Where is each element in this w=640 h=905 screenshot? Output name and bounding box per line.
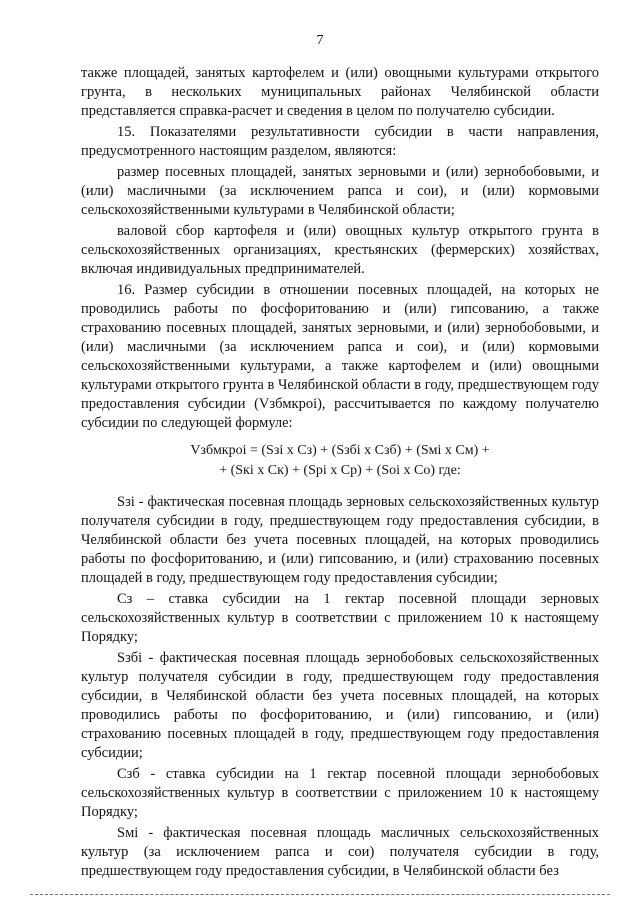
definition: Cзб - ставка субсидии на 1 гектар посевной площади зернобобовых сельскохозяйственных культур в соответствии с приложением 10 к настоящему Порядку; <box>81 766 599 820</box>
formula-line-2: + (Sкi x Cк) + (Spi x Cp) + (Soi x Co) где: <box>219 463 461 478</box>
definition: Cз – ставка субсидии на 1 гектар посевной площади зерновых сельскохозяйственных культур в соответствии с приложением 10 к настоящему Порядку; <box>81 591 599 645</box>
page-number: 7 <box>316 33 324 48</box>
document-body <box>81 64 599 883</box>
paragraph: также площадей, занятых картофелем и (или) овощными культурами открытого грунта, в нескольких муниципальных районах Челябинской области представляется справка-расчет и сведения в целом по получателю субсидии. <box>81 65 599 119</box>
definition: Sзбi - фактическая посевная площадь зернобобовых сельскохозяйственных культур получателя субсидии в году, предшествующем году предоставления субсидии, в Челябинской области без учета посевных площадей, на которых проводились работы по фосфоритованию, и (или) гипсованию, и (или) страхованию посевных площадей в году, предшествующем году предоставления субсидии; <box>81 650 599 761</box>
paragraph: 16. Размер субсидии в отношении посевных площадей, на которых не проводились работы по фосфоритованию и (или) гипсованию, а также страхованию посевных площадей, занятых зерновыми, и (или) зернобобовыми, и (или) масличными (за исключением рапса и сои), и (или) кормовыми сельскохозяйственными культурами, а также картофелем и (или) овощными культурами открытого грунта в Челябинской области в году, предшествующем году предоставления субсидии (Vзбмкроi), рассчитывается по каждому получателю субсидии по следующей формуле: <box>81 282 599 431</box>
definition: Sмi - фактическая посевная площадь масличных сельскохозяйственных культур (за исключением рапса и сои) получателя субсидии в году, предшествующем году предоставления субсидии, в Челябинской области без <box>81 825 599 879</box>
formula-line-1: Vзбмкроi = (Sзi x Cз) + (Sзбi x Cзб) + (Sмi x Cм) + <box>190 443 490 458</box>
formula <box>81 441 599 481</box>
paragraph: 15. Показателями результативности субсидии в части направления, предусмотренного настоящим разделом, являются: <box>81 124 599 159</box>
page-edge-divider <box>30 894 610 895</box>
paragraph: валовой сбор картофеля и (или) овощных культур открытого грунта в сельскохозяйственных организациях, крестьянских (фермерских) хозяйствах, включая индивидуальных предпринимателей. <box>81 223 599 277</box>
paragraph: размер посевных площадей, занятых зерновыми и (или) зернобобовыми, и (или) масличными (за исключением рапса и сои), и (или) кормовыми сельскохозяйственными культурами в Челябинской области; <box>81 164 599 218</box>
definition: Sзi - фактическая посевная площадь зерновых сельскохозяйственных культур получателя субсидии в году, предшествующем году предоставления субсидии, в Челябинской области без учета посевных площадей, на которых проводились работы по фосфоритованию, и (или) гипсованию, и (или) страхованию посевных площадей в году, предшествующем году предоставления субсидии; <box>81 494 599 586</box>
